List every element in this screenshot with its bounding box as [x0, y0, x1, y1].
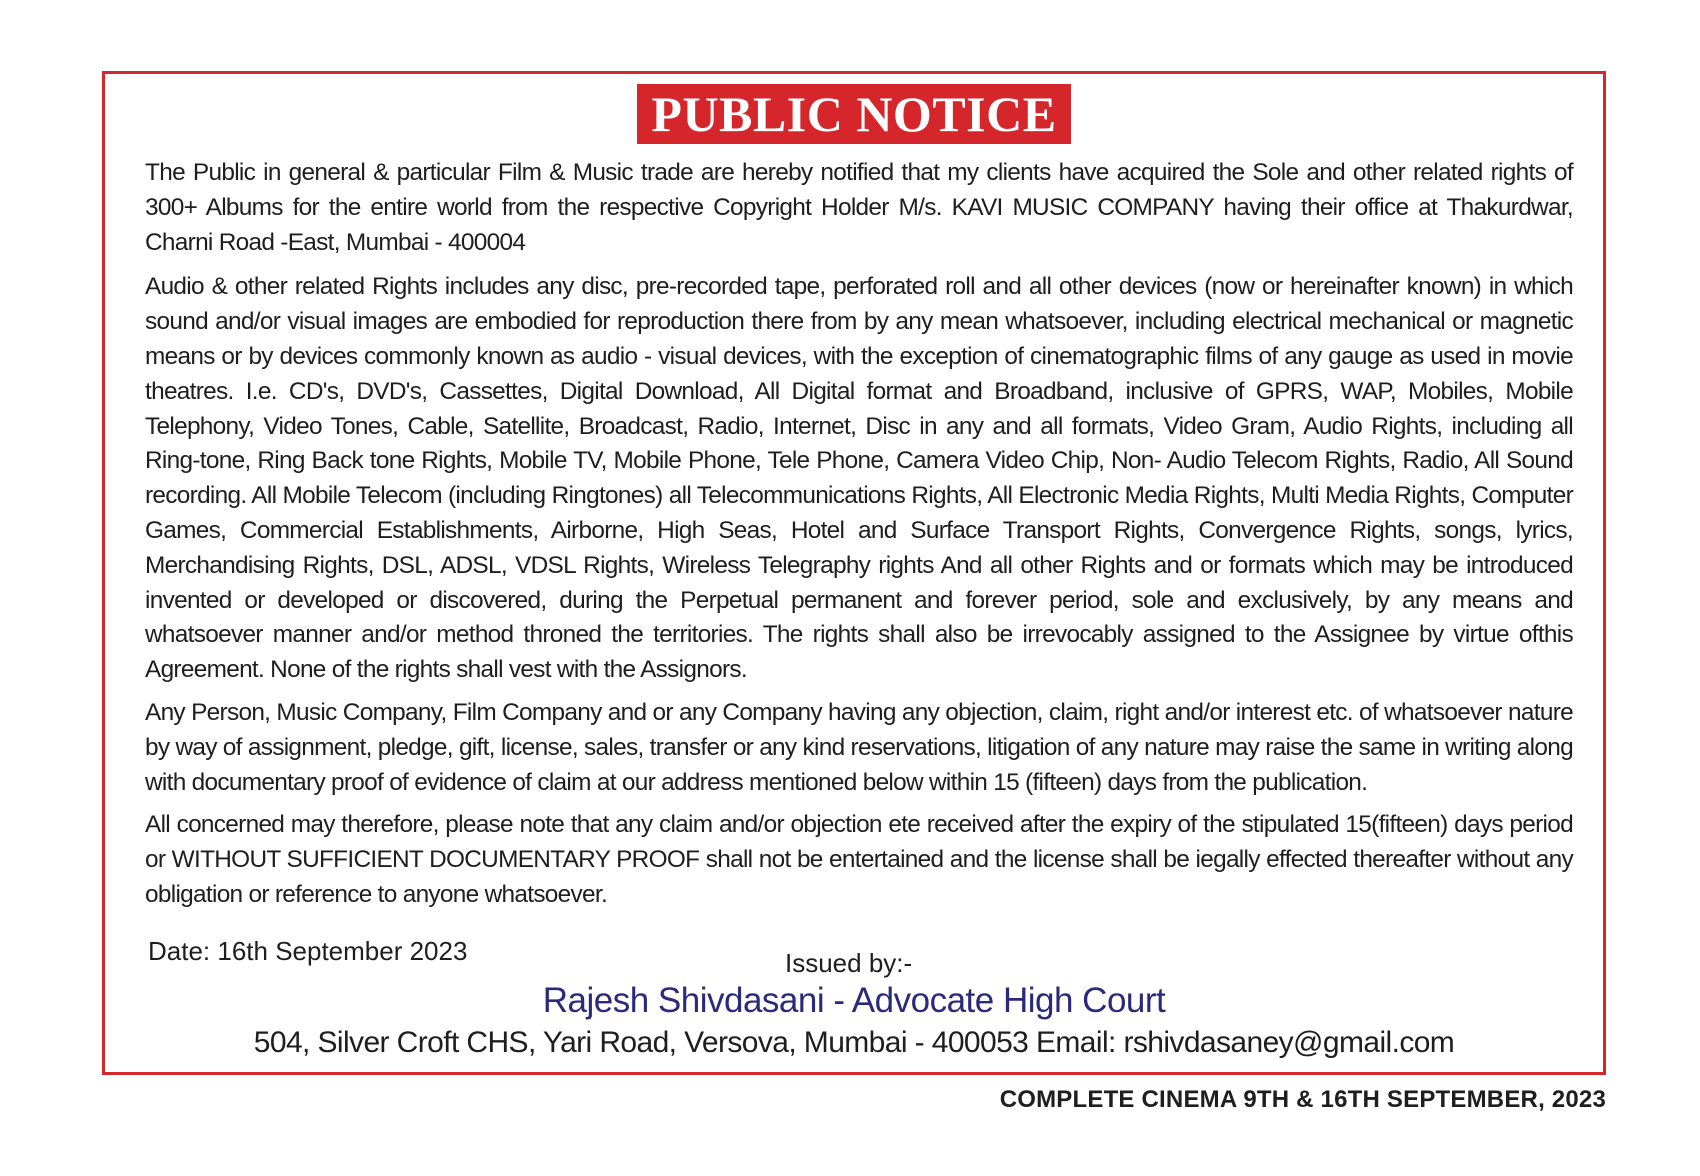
notice-body	[145, 156, 1573, 921]
advocate-name: Rajesh Shivdasani - Advocate High Court	[542, 981, 1166, 1020]
notice-date: Date: 16th September 2023	[148, 936, 468, 966]
notice-paragraph-acquisition: The Public in general & particular Film & Music trade are hereby notified that my clients have acquired the Sole and other related rights of 300+ Albums for the entire world from the respective Copyright Holder M/s. KAVI MUSIC COMPANY having their office at Thakurdwar, Charni Road -East, Mumbai - 400004	[145, 159, 1573, 256]
notice-paragraph-rights: Audio & other related Rights includes any disc, pre-recorded tape, perforated roll and all other devices (now or hereinafter known) in which sound and/or visual images are embodied for reproduction there from by any mean whatsoever, including electrical mechanical or magnetic means or by devices commonly known as audio - visual devices, with the exception of cinematographic films of any gauge as used in movie theatres. I.e. CD's, DVD's, Cassettes, Digital Download, All Digital format and Broadband, inclusive of GPRS, WAP, Mobiles, Mobile Telephony, Video Tones, Cable, Satellite, Broadcast, Radio, Internet, Disc in any and all formats, Video Gram, Audio Rights, including all Ring-tone, Ring Back tone Rights, Mobile TV, Mobile Phone, Tele Phone, Camera Video Chip, Non- Audio Telecom Rights, Radio, All Sound recording. All Mobile Telecom (including Ringtones) all Telecommunications Rights, All Electronic Media Rights, Multi Media Rights, Computer Games, Commercial Establishments, Airborne, High Seas, Hotel and Surface Transport Rights, Convergence Rights, songs, lyrics, Merchandising Rights, DSL, ADSL, VDSL Rights, Wireless Telegraphy rights And all other Rights and or formats which may be introduced invented or developed or discovered, during the Perpetual permanent and forever period, sole and exclusively, by any means and whatsoever manner and/or method throned the territories. The rights shall also be irrevocably assigned to the Assignee by virtue ofthis Agreement. None of the rights shall vest with the Assignors.	[145, 273, 1573, 684]
publication-footer: COMPLETE CINEMA 9TH & 16TH SEPTEMBER, 2023	[999, 1086, 1606, 1113]
issued-by-label: Issued by:-	[785, 948, 913, 978]
notice-title: PUBLIC NOTICE	[637, 84, 1070, 144]
public-notice-box	[102, 71, 1606, 1075]
notice-paragraph-objections: Any Person, Music Company, Film Company and or any Company having any objection, claim, right and/or interest etc. of whatsoever nature by way of assignment, pledge, gift, license, sales, transfer or any kind reservations, litigation of any nature may raise the same in writing along with documentary proof of evidence of claim at our address mentioned below within 15 (fifteen) days from the publication.	[145, 698, 1573, 796]
advocate-address: 504, Silver Croft CHS, Yari Road, Versova, Mumbai - 400053 Email: rshivdasaney@gmail.com	[253, 1026, 1455, 1059]
title-wrap	[105, 84, 1603, 144]
notice-paragraph-deadline: All concerned may therefore, please note that any claim and/or objection ete received after the expiry of the stipulated 15(fifteen) days period or WITHOUT SUFFICIENT DOCUMENTARY PROOF shall not be entertained and the license shall be iegally effected thereafter without any obligation or reference to anyone whatsoever.	[145, 811, 1573, 908]
